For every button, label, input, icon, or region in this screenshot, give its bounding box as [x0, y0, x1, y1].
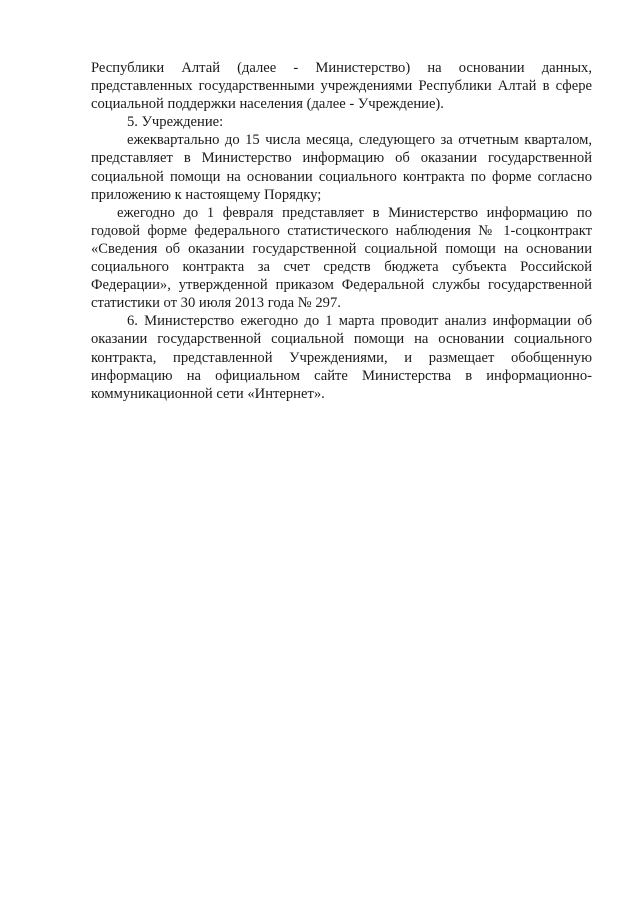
- paragraph-continuation: Республики Алтай (далее - Министерство) на основании данных, представленных государственными учреждениями Республики Алтай в сфере социальной поддержки населения (далее - Учреждение).: [91, 60, 592, 113]
- paragraph-item-6: 6. Министерство ежегодно до 1 марта проводит анализ информации об оказании государственной социальной помощи на основании социального контракта, представленной Учреждениями, и размещает обобщенную информацию на официальном сайте Министерства в информационно-коммуникационной сети «Интернет».: [91, 313, 592, 402]
- paragraph-quarterly-report: ежеквартально до 15 числа месяца, следующего за отчетным кварталом, представляет в Министерство информацию об оказании государственной социальной помощи на основании социального контракта по форме согласно приложению к настоящему Порядку;: [91, 132, 592, 203]
- paragraph-item-5-heading: 5. Учреждение:: [127, 114, 224, 131]
- document-body: [91, 59, 592, 403]
- paragraph-annual-report: ежегодно до 1 февраля представляет в Министерство информацию по годовой форме федерального статистического наблюдения № 1-соцконтракт «Сведения об оказании государственной социальной помощи на основании социального контракта за счет средств бюджета субъекта Российской Федерации», утвержденной приказом Федеральной службы государственной статистики от 30 июля 2013 года № 297.: [91, 204, 592, 312]
